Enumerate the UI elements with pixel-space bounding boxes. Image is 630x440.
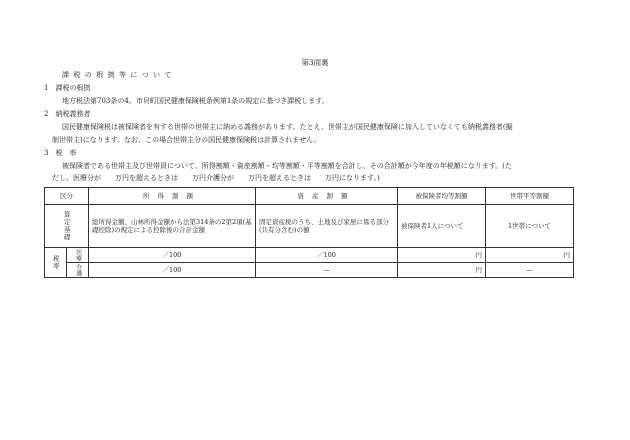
table-row-care <box>45 263 574 278</box>
basis-per-capita: 被保険者1人について <box>398 205 486 248</box>
medical-label: 医療 <box>67 248 89 263</box>
table-header-row <box>45 188 574 205</box>
medical-per-capita: 円 <box>398 248 486 263</box>
rate-label: 税率 <box>45 248 67 278</box>
care-asset-rate: ― <box>256 263 398 278</box>
section-2-heading: 2 納税義務者 <box>44 110 91 118</box>
section-1-line-1: 地方税法第703条の4、市貝町国民健康保険税条例第1条の規定に基づき課税します。 <box>62 97 329 105</box>
header-per-capita: 被保険者均等割額 <box>398 188 486 205</box>
table-row-medical <box>45 248 574 263</box>
header-income: 所得割額 <box>89 188 256 205</box>
page-number: 第3面裏 <box>301 58 329 67</box>
section-2-line-1: 国民健康保険税は被保険者を有する世帯の世帯主に納める義務があります。たとえ、世帯主が国民健康保険に加入していなくても納税義務者(擬 <box>62 123 513 131</box>
basis-income: 総所得金額、山林所得金額から法第314条の2第2項(基礎控除)の規定による控除後の合計金額 <box>89 205 256 248</box>
care-per-capita: 円 <box>398 263 486 278</box>
care-label: 介護 <box>67 263 89 278</box>
section-3-line-2: だし、医療分が 万円を超えるときは 万円介護分が 万円を超えるときは 万円になります。) <box>52 174 380 182</box>
section-3-line-1: 被保険者である世帯主及び世帯員について、所得割額・資産割額・均等割額・平等割額を合計し、その合計額が今年度の年税額になります。(た <box>62 162 512 170</box>
care-household: ― <box>486 263 574 278</box>
tax-rate-table <box>44 187 574 278</box>
basis-label: 算定基礎 <box>45 205 89 248</box>
document-title: 課税の根拠等について <box>62 71 176 79</box>
section-1-heading: 1 課税の根拠 <box>44 84 91 92</box>
medical-household: 円 <box>486 248 574 263</box>
table-row-basis <box>45 205 574 248</box>
medical-asset-rate: ／100 <box>256 248 398 263</box>
basis-asset: 固定資産税のうち、土地及び家屋に係る部分(共有分含む)の額 <box>256 205 398 248</box>
header-category: 区分 <box>45 188 89 205</box>
section-3-heading: 3 税 率 <box>44 149 77 157</box>
header-household: 世帯平等割額 <box>486 188 574 205</box>
section-2-line-2: 制世帯主)になります。なお、この場合世帯主分の国民健康保険税は計算されません。 <box>52 136 321 144</box>
medical-income-rate: ／100 <box>89 248 256 263</box>
header-asset: 資産割額 <box>256 188 398 205</box>
care-income-rate: ／100 <box>89 263 256 278</box>
basis-household: 1世帯について <box>486 205 574 248</box>
